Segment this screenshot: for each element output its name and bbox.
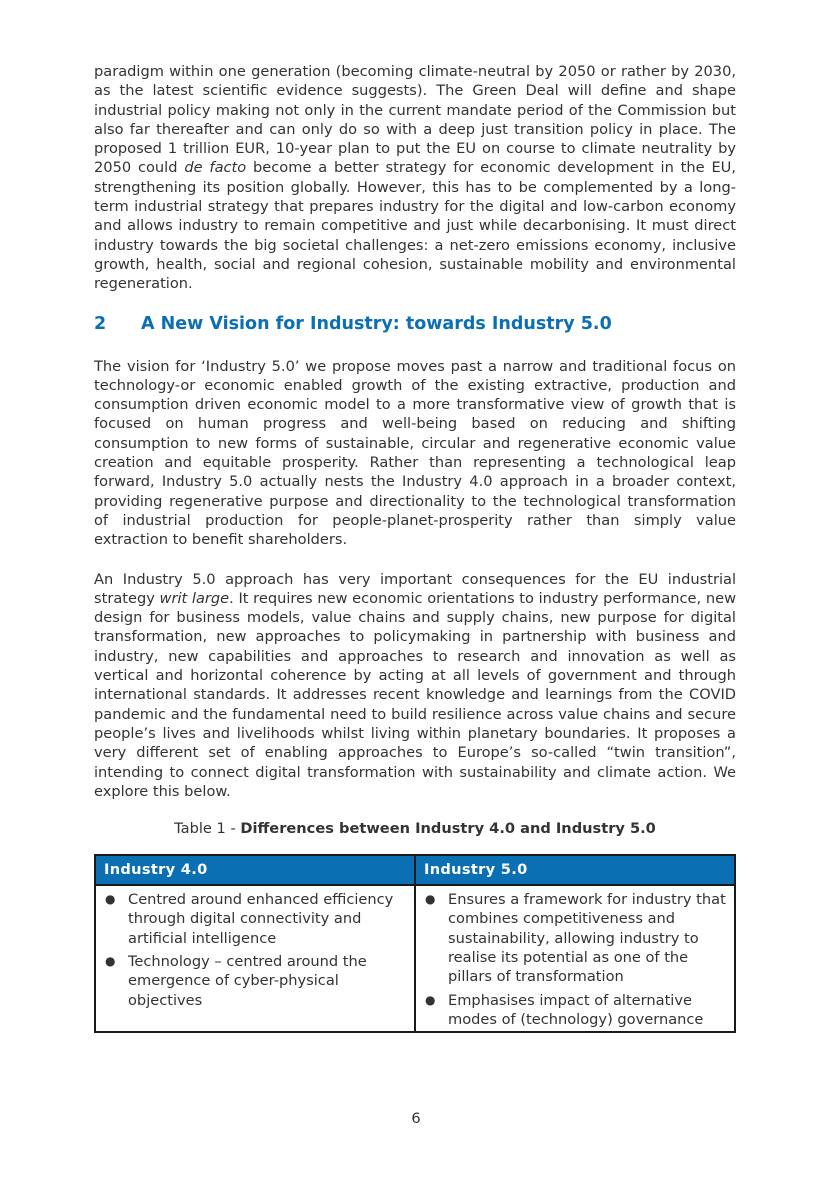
section-title: A New Vision for Industry: towards Industry 5.0 [141, 313, 612, 334]
table-caption [94, 819, 736, 839]
industry-4-list [102, 890, 408, 1010]
list-item-text: Emphasises impact of alternative modes of (technology) governance [448, 991, 704, 1028]
intro-paragraph-part1: paradigm within one generation (becoming climate-neutral by 2050 or rather by 2030, as the latest scientific evidence suggests). The Green Deal will define and shape industrial policy making not only in the current mandate period of the Commission but also far thereafter and can only do so with a deep just transition policy in place. The proposed 1 trillion EUR, 10-year plan to put the EU on course to climate neutrality by 2050 could [94, 63, 736, 177]
table-row [95, 885, 735, 1032]
approach-paragraph-italic: writ large [159, 589, 230, 607]
bullet-icon: ● [425, 992, 436, 1007]
table-caption-title: Differences between Industry 4.0 and Industry 5.0 [240, 820, 656, 838]
table-header-row [95, 855, 735, 885]
list-item-text: Technology – centred around the emergence of cyber-physical objectives [128, 952, 367, 1009]
approach-paragraph-part2: . It requires new economic orientations to industry performance, new design for business models, value chains and supply chains, new purpose for digital transformation, new approaches to policymaking in partnership with business and industry, new capabilities and approaches to research and innovation as well as vertical and horizontal coherence by acting at all levels of government and through international standards. It addresses recent knowledge and learnings from the COVID pandemic and the fundamental need to build resilience across value chains and secure people’s lives and livelihoods whilst living within planetary boundaries. It proposes a very different set of enabling approaches to Europe’s so-called “twin transition”, intending to connect digital transformation with sustainability and climate action. We explore this below. [94, 589, 736, 800]
table-caption-prefix: Table 1 - [174, 820, 241, 838]
industry-5-cell [415, 885, 735, 1032]
bullet-icon: ● [105, 892, 116, 907]
approach-paragraph-part1: An Industry 5.0 approach has very important consequences for the EU industrial strategy [94, 570, 736, 607]
document-page [94, 62, 736, 1033]
intro-paragraph [94, 62, 736, 294]
column-header-industry-4: Industry 4.0 [95, 855, 415, 885]
section-heading [94, 313, 736, 335]
page-number: 6 [411, 1110, 421, 1127]
intro-paragraph-italic: de facto [184, 159, 247, 177]
intro-paragraph-part2: become a better strategy for economic development in the EU, strengthening its position globally. However, this has to be complemented by a long-term industrial strategy that prepares industry for the digital and low-carbon economy and allows industry to remain competitive and just while decarbonising. It must direct industry towards the big societal challenges: a net-zero emissions economy, inclusive growth, health, social and regional cohesion, sustainable mobility and environmental regeneration. [94, 159, 736, 293]
list-item [422, 890, 728, 986]
column-header-industry-5: Industry 5.0 [415, 855, 735, 885]
list-item-text: Ensures a framework for industry that combines competitiveness and sustainability, allowing industry to realise its potential as one of the pillars of transformation [448, 891, 726, 986]
list-item [102, 890, 408, 948]
section-number: 2 [94, 313, 107, 334]
list-item-text: Centred around enhanced efficiency through digital connectivity and artificial intelligence [128, 891, 394, 947]
industry-5-list [422, 890, 728, 1029]
list-item [422, 991, 728, 1030]
bullet-icon: ● [425, 892, 436, 907]
industry-4-cell [95, 885, 415, 1032]
bullet-icon: ● [105, 953, 116, 968]
comparison-table [94, 854, 736, 1033]
list-item [102, 952, 408, 1010]
vision-paragraph: The vision for ‘Industry 5.0’ we propose moves past a narrow and traditional focus on technology-or economic enabled growth of the existing extractive, production and consumption driven economic model to a more transformative view of growth that is focused on human progress and well-being based on reducing and shifting consumption to new forms of sustainable, circular and regenerative economic value creation and equitable prosperity. Rather than representing a technological leap forward, Industry 5.0 actually nests the Industry 4.0 approach in a broader context, providing regenerative purpose and directionality to the technological transformation of industrial production for people-planet-prosperity rather than simply value extraction to benefit shareholders. [94, 357, 736, 549]
approach-paragraph [94, 570, 736, 802]
